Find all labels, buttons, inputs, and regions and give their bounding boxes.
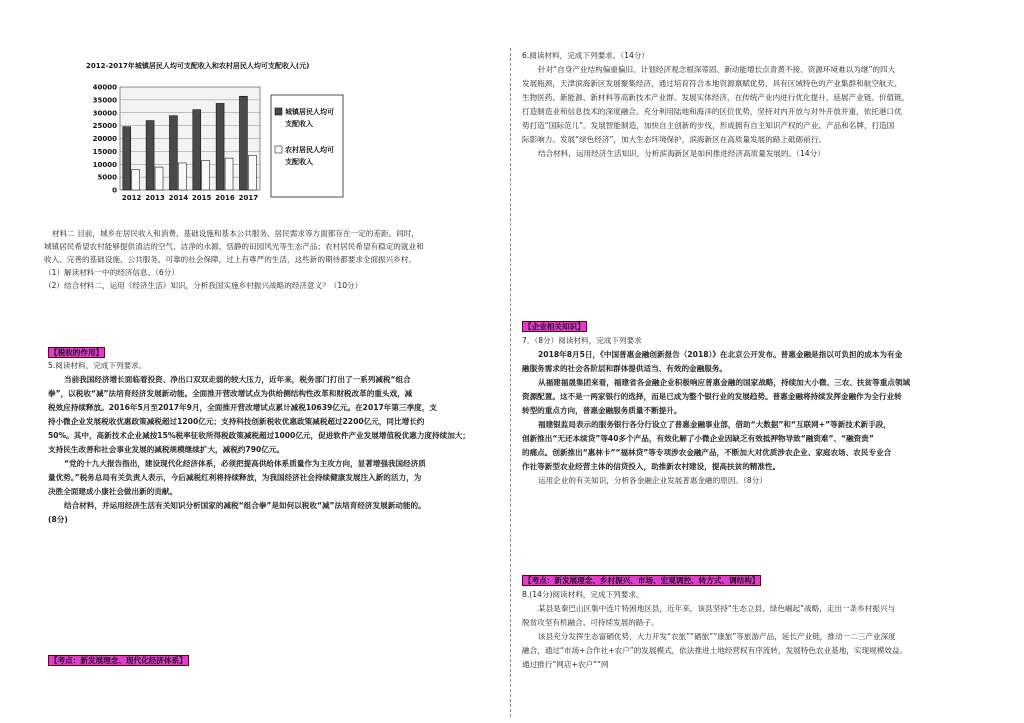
q8-line4: 融合，通过“市场+合作社+农户”的发展模式，依法推进土地经营权有序流转，发展特色农业基地，实现规模效益。 [522,646,908,655]
q6-line5: 势打造“国际范儿”。发展智能制造，加快自主创新的步伐，形成拥有自主知识产权的产业、产品和名牌，打造国 [522,121,895,130]
bar-rural [178,163,186,190]
tag-bottom-label: 【考点：新发展理念、现代化经济体系】 [50,656,187,665]
q5-line11: (8分) [48,515,68,524]
q7-line7: 创新推出“无还本续贷”等40多个产品，有效化解了小微企业因缺乏有效抵押物导致“融资难”、“融资贵” [522,434,874,443]
q6-line3: 生物医药、新能源、新材料等高新技术产业群。发展实体经济，在传统产业内进行优化提升，延展产业链、价值链， [522,93,910,102]
y-tick-label: 10000 [92,160,117,169]
y-tick-label: 0 [112,186,117,195]
tag-enterprise-section [522,320,587,333]
tag-q8-label: 【考点：新发展理念、乡村振兴、市场、宏观调控、转方式、调结构】 [524,576,760,585]
y-tick-label: 5000 [97,173,117,182]
q6-head: 6.阅读材料，完成下列要求。（14分） [522,51,650,60]
chart-legend [271,95,343,197]
bar-rural [155,167,163,190]
y-tick-label: 25000 [92,122,117,131]
x-tick-label: 2014 [168,194,189,202]
bar-urban [216,103,224,190]
q7-line9: 作社等新型农业经营主体的信贷投入，助推新农村建设，提高扶贫的精准性。 [522,462,781,471]
right-column [512,0,1024,723]
material2-line2: 城镇居民希望农村能够提供清洁的空气、洁净的水源、恬静的田园风光等生态产品；农村居民希望有稳定的就业和 [44,242,424,251]
q5-line4: 持小微企业发展税收优惠政策减税超过1200亿元；支持科技创新税收优惠政策减税超过2200亿元，同比增长约 [48,417,425,426]
q5-line10: 结合材料，并运用经济生活有关知识分析国家的减税“组合拳”是如何以税收“减”法培育经济发展新动能的。 [64,501,426,510]
x-tick-label: 2013 [145,194,165,202]
q7-line3: 从福建福晟集团来看，福建省各金融企业积极响应普惠金融的国家战略，持续加大小微、三农、扶贫等重点领域 [538,378,911,387]
q5-line7: “党的十九大报告指出，建设现代化经济体系，必须把提高供给体系质量作为主攻方向，显著增强我国经济质 [64,459,426,468]
q7-line5: 转型的重点方向，普惠金融服务质量不断提升。 [522,406,682,415]
q5-line8: 量优势。”税务总局有关负责人表示，今后减税红利将持续释放，为我国经济社会持续健康发展注入新的活力，为 [48,473,422,482]
y-tick-label: 35000 [92,96,117,105]
q7-line8: 的痛点。创新推出“惠林卡”“福林贷”等专项涉农金融产品，不断加大对优质涉农企业、家庭农场、农民专业合 [522,448,892,457]
tag-tax-section [48,346,105,359]
q5-head: 5.阅读材料，完成下列要求。 [48,361,147,370]
legend-swatch-rural [275,146,282,153]
q8-line5: 通过推行“网店+农户”“网 [522,660,609,669]
material2-line1: 材料二 目前，城乡在居民收入和消费、基础设施和基本公共服务、居民需求等方面都存在一定的差距。同时， [52,229,419,238]
chart-title: 2012-2017年城镇居民人均可支配收入和农村居民人均可支配收入(元) [86,62,310,70]
question-2: （2）结合材料二，运用《经济生活》知识，分析我国实施乡村振兴战略的经济意义？（10分） [44,281,363,290]
y-tick-label: 30000 [92,109,117,118]
q5-line5: 50%。其中，高新技术企业减按15%税率征收所得税政策减税超过1000亿元，促进软件产业发展增值税优惠力度持续加大； [48,431,470,440]
q6-line6: 际影响力。发展“绿色经济”，加大生态环境保护，滨海新区在高质量发展的路上砥砺前行。 [522,135,827,144]
tag-bottom-section [48,654,189,667]
q7-line6: 福建银监局表示的服务银行各分行设立了普惠金融事业部，借助“大数据”和“互联网+”等新技术新手段， [538,420,891,429]
bar-urban [146,121,154,190]
q8-line3: 该县充分发挥生态富硒优势，大力开发“农旅”“硒旅”“康旅”等旅游产品，延长产业链，推动一二三产业深度 [538,632,896,641]
y-tick-label: 15000 [92,147,117,156]
legend-rural-line2: 支配收入 [285,158,313,166]
q8-head: 8.(14分)阅读材料，完成下列要求。 [522,590,644,599]
legend-rural-line1: 农村居民人均可 [285,146,334,154]
q6-line7: 结合材料，运用经济生活知识，分析滨海新区是如何推进经济高质量发展的。（14分） [538,149,825,158]
bar-urban [193,110,201,190]
bar-urban [123,127,131,190]
material2-line3: 收入、完善的基础设施、公共服务、可靠的社会保障，过上有尊严的生活，这些新的期待都要求全面振兴乡村。 [44,255,417,264]
q5-line6: 支持民生改善和社会事业发展的减税规模继续扩大，减税约790亿元。 [48,445,285,454]
bar-rural [248,155,256,190]
q7-line4: 资源配置。这不是一两家银行的选择，而是已成为整个银行业的发展趋势。普惠金融将持续发挥金融作为全行业转 [522,392,902,401]
q7-line10: 运用企业的有关知识，分析各金融企业发展普惠金融的原因。（8分） [538,476,767,485]
tag-tax-label: 【税收的作用】 [50,348,104,357]
x-tick-label: 2016 [215,194,235,202]
legend-urban-line1: 城镇居民人均可 [285,108,334,116]
y-tick-label: 20000 [92,135,117,143]
q6-line2: 发展瓶颈，天津滨海新区发展聚集经济，通过培育符合本地资源禀赋优势、具有区域特色的产业集群和航空航天、 [522,79,902,88]
bar-rural [202,161,210,190]
q5-line9: 决胜全面建成小康社会做出新的贡献。 [48,487,178,496]
x-tick-label: 2012 [121,194,142,202]
q8-line1: 某县是秦巴山区集中连片特困地区县，近年来，该县坚持“生态立县、绿色崛起”战略，走出一条乡村振兴与 [538,604,896,613]
legend-urban-line2: 支配收入 [285,120,313,128]
x-tick-label: 2015 [191,194,212,202]
q5-line2: 拳”，以税收“减”法培育经济发展新动能。全面推开营改增试点为供给侧结构性改革和财税改革的重头戏，减 [48,389,413,398]
q7-line2: 融服务需求的社会各阶层和群体提供适当、有效的金融服务。 [522,364,728,373]
q7-head: 7．（8分）阅读材料，完成下列要求 [522,336,642,345]
q6-line4: 打造制造业和信息技术的深度融合。充分利用陆地和海洋的区位优势，坚持对内开放与对外开放并重，依托港口优 [522,107,902,116]
tag-q8-section [522,574,761,587]
bar-rural [225,158,233,190]
q8-line2: 脱贫攻坚有机融合、可持续发展的路子。 [522,618,659,627]
q7-line1: 2018年8月5日，《中国普惠金融创新报告（2018）》在北京公开发布。普惠金融是指以可负担的成本为有金 [538,350,903,359]
bar-urban [239,96,247,190]
legend-swatch-urban [275,108,282,115]
question-1: （1）解读材料一中的经济信息。（6分） [44,268,179,277]
income-bar-chart [82,54,382,204]
q5-line1: 当前我国经济增长面临着投资、净出口双双走弱的较大压力，近年来，税务部门打出了一系列减税“组合 [64,375,411,384]
q6-line1: 针对“自身产业结构偏重偏旧、计划经济观念根深蒂固、新动能增长点青黄不接、资源环境难以为继”的四大 [538,65,896,74]
bar-rural [132,170,140,190]
tag-enterprise-label: 【企业相关知识】 [524,322,585,331]
q5-line3: 税效应持续释放。2016年5月至2017年9月，全面推开营改增试点累计减税10639亿元。在2017年第三季度，支 [48,403,437,412]
y-tick-label: 40000 [92,83,117,92]
x-tick-label: 2017 [238,194,259,202]
bar-urban [169,116,177,190]
